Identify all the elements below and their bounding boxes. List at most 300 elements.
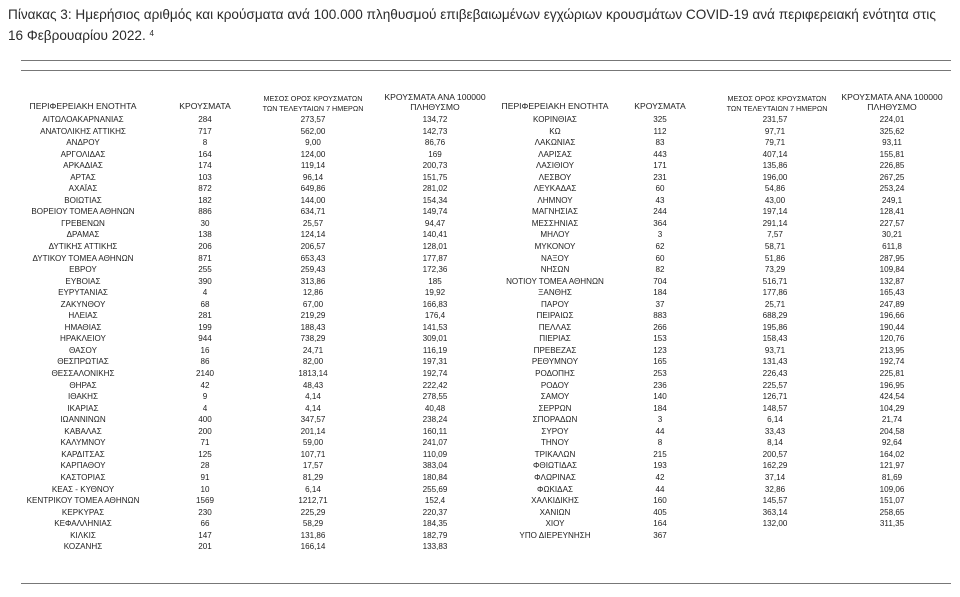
left-cell-per100k: 110,09 [422, 449, 448, 459]
right-cell-cases: 193 [653, 461, 667, 471]
right-cell-cases: 184 [653, 288, 667, 298]
right-cell-per100k: 192,74 [879, 357, 905, 367]
table-row [0, 206, 960, 218]
caption-footnote-mark: 4 [149, 29, 154, 38]
right-cell-mean7: 148,57 [762, 403, 788, 413]
right-cell-cases: 112 [653, 126, 667, 136]
left-cell-cases: 200 [198, 426, 212, 436]
left-cell-per100k: 94,47 [424, 218, 446, 228]
right-cell-cases: 8 [657, 438, 663, 448]
right-cell-region: ΝΗΣΩΝ [540, 265, 570, 275]
right-cell-region: ΣΠΟΡΑΔΩΝ [532, 415, 578, 425]
right-cell-region: ΤΗΝΟΥ [540, 438, 570, 448]
left-cell-mean7: 653,43 [300, 253, 326, 263]
left-cell-per100k: 149,74 [422, 207, 448, 217]
left-cell-mean7: 6,14 [305, 484, 321, 494]
right-cell-region: ΛΑΡΙΣΑΣ [538, 149, 572, 159]
left-cell-mean7: 17,57 [302, 461, 324, 471]
right-cell-mean7: 126,71 [762, 392, 788, 402]
left-cell-region: ΕΒΡΟΥ [69, 265, 97, 275]
left-cell-per100k: 197,31 [422, 357, 448, 367]
right-cell-mean7: 43,00 [764, 195, 786, 205]
left-cell-per100k: 383,04 [422, 461, 448, 471]
left-cell-mean7: 9,00 [305, 138, 321, 148]
left-cell-per100k: 176,4 [424, 311, 446, 321]
left-cell-cases: 886 [198, 207, 212, 217]
table-row [0, 229, 960, 241]
right-cell-cases: 123 [653, 345, 667, 355]
left-cell-mean7: 24,71 [302, 345, 324, 355]
right-cell-region: ΚΟΡΙΝΘΙΑΣ [533, 115, 577, 124]
left-cell-region: ΚΑΣΤΟΡΙΑΣ [60, 472, 106, 482]
right-cell-per100k: 247,89 [879, 299, 905, 309]
left-cell-per100k: 281,02 [422, 184, 448, 194]
header-region-right: ΠΕΡΙΦΕΡΕΙΑΚΗ ΕΝΟΤΗΤΑ [501, 101, 609, 111]
header-mean7-right-line1: ΜΕΣΟΣ ΟΡΟΣ ΚΡΟΥΣΜΑΤΩΝ [727, 94, 827, 103]
left-cell-region: ΘΑΣΟΥ [69, 345, 97, 355]
left-cell-mean7: 131,86 [300, 530, 326, 540]
left-cell-mean7: 219,29 [300, 311, 326, 321]
right-cell-per100k: 213,95 [879, 345, 905, 355]
table-row [0, 541, 960, 553]
right-cell-per100k: 258,65 [879, 507, 905, 517]
table-row [0, 414, 960, 426]
right-cell-per100k: 196,66 [879, 311, 905, 321]
left-cell-region: ΑΡΓΟΛΙΔΑΣ [60, 149, 106, 159]
left-cell-cases: 284 [198, 115, 212, 124]
right-cell-per100k: 155,81 [879, 149, 905, 159]
left-cell-cases: 390 [198, 276, 212, 286]
right-cell-cases: 164 [653, 519, 667, 529]
right-cell-mean7: 33,43 [764, 426, 786, 436]
left-cell-region: ΘΕΣΣΑΛΟΝΙΚΗΣ [51, 369, 115, 379]
right-cell-mean7: 79,71 [764, 138, 786, 148]
table-row [0, 114, 960, 126]
left-cell-region: ΑΙΤΩΛΟΑΚΑΡΝΑΝΙΑΣ [42, 115, 124, 124]
table-top-rule-2 [21, 70, 951, 71]
left-cell-mean7: 313,86 [300, 276, 326, 286]
right-cell-cases: 3 [657, 230, 663, 240]
left-cell-region: ΗΡΑΚΛΕΙΟΥ [60, 334, 106, 344]
left-cell-per100k: 152,4 [424, 496, 446, 506]
left-cell-cases: 138 [198, 230, 212, 240]
left-cell-cases: 30 [200, 218, 210, 228]
left-cell-region: ΙΩΑΝΝΙΝΩΝ [60, 415, 106, 425]
right-cell-region: ΧΙΟΥ [545, 519, 565, 529]
left-cell-region: ΚΙΛΚΙΣ [70, 530, 96, 540]
right-cell-cases: 62 [655, 242, 665, 252]
right-cell-cases: 37 [655, 299, 665, 309]
left-cell-per100k: 192,74 [422, 369, 448, 379]
right-cell-mean7: 6,14 [767, 415, 783, 425]
right-cell-cases: 236 [653, 380, 667, 390]
right-cell-cases: 367 [653, 530, 667, 540]
right-cell-cases: 44 [655, 426, 665, 436]
left-cell-region: ΚΟΖΑΝΗΣ [63, 542, 103, 552]
table-row [0, 253, 960, 265]
table-row [0, 241, 960, 253]
left-cell-per100k: 255,69 [422, 484, 448, 494]
left-cell-per100k: 133,83 [422, 542, 448, 552]
left-cell-mean7: 206,57 [300, 242, 326, 252]
right-cell-region: ΛΑΣΙΘΙΟΥ [535, 161, 575, 171]
header-cases-right: ΚΡΟΥΣΜΑΤΑ [634, 101, 686, 111]
left-cell-cases: 103 [198, 172, 212, 182]
left-cell-cases: 86 [200, 357, 210, 367]
header-mean7-left-line1: ΜΕΣΟΣ ΟΡΟΣ ΚΡΟΥΣΜΑΤΩΝ [263, 94, 363, 103]
left-cell-per100k: 141,53 [422, 322, 448, 332]
right-cell-region: ΧΑΝΙΩΝ [539, 507, 571, 517]
table-row [0, 322, 960, 334]
right-cell-cases: 244 [653, 207, 667, 217]
right-cell-per100k: 165,43 [879, 288, 905, 298]
left-cell-cases: 164 [198, 149, 212, 159]
left-cell-region: ΗΛΕΙΑΣ [68, 311, 98, 321]
left-cell-per100k: 200,73 [422, 161, 448, 171]
left-cell-per100k: 222,42 [422, 380, 448, 390]
right-cell-mean7: 177,86 [762, 288, 788, 298]
right-cell-per100k: 93,11 [882, 138, 902, 148]
right-cell-mean7: 58,71 [764, 242, 786, 252]
left-cell-per100k: 142,73 [422, 126, 448, 136]
right-cell-region: ΡΟΔΟΥ [540, 380, 570, 390]
header-mean7-right-line2: ΤΩΝ ΤΕΛΕΥΤΑΙΩΝ 7 ΗΜΕΡΩΝ [726, 104, 828, 113]
table-row [0, 195, 960, 207]
left-cell-mean7: 48,43 [302, 380, 324, 390]
right-cell-per100k: 325,62 [879, 126, 905, 136]
right-cell-cases: 325 [653, 115, 667, 124]
right-cell-cases: 43 [655, 195, 665, 205]
right-cell-per100k: 128,41 [879, 207, 905, 217]
table-row [0, 218, 960, 230]
table-row [0, 310, 960, 322]
left-cell-region: ΚΑΡΔΙΤΣΑΣ [61, 449, 105, 459]
left-cell-mean7: 259,43 [300, 265, 326, 275]
left-cell-cases: 230 [198, 507, 212, 517]
left-cell-per100k: 169 [428, 149, 442, 159]
right-cell-mean7: 231,57 [762, 115, 788, 124]
left-cell-mean7: 124,00 [300, 149, 326, 159]
right-cell-region: ΜΥΚΟΝΟΥ [534, 242, 576, 252]
right-cell-region: ΡΕΘΥΜΝΟΥ [531, 357, 579, 367]
left-cell-region: ΕΥΒΟΙΑΣ [65, 276, 101, 286]
left-cell-region: ΗΜΑΘΙΑΣ [64, 322, 102, 332]
right-cell-per100k: 104,29 [879, 403, 905, 413]
right-cell-region: ΜΗΛΟΥ [540, 230, 570, 240]
left-cell-region: ΚΕΑΣ - ΚΥΘΝΟΥ [51, 484, 115, 494]
right-cell-mean7: 25,71 [764, 299, 786, 309]
table-row [0, 449, 960, 461]
left-cell-cases: 4 [202, 403, 208, 413]
right-cell-cases: 140 [653, 392, 667, 402]
right-cell-cases: 704 [653, 276, 667, 286]
left-cell-region: ΘΗΡΑΣ [69, 380, 97, 390]
left-cell-mean7: 107,71 [300, 449, 326, 459]
left-cell-region: ΑΡΤΑΣ [70, 172, 96, 182]
left-cell-mean7: 12,86 [302, 288, 324, 298]
left-cell-cases: 16 [200, 345, 210, 355]
left-cell-mean7: 124,14 [300, 230, 326, 240]
right-cell-region: ΠΡΕΒΕΖΑΣ [533, 345, 577, 355]
right-cell-region: ΣΕΡΡΩΝ [538, 403, 572, 413]
right-cell-mean7: 51,86 [764, 253, 786, 263]
right-cell-mean7: 135,86 [762, 161, 788, 171]
left-cell-mean7: 634,71 [300, 207, 326, 217]
left-cell-cases: 400 [198, 415, 212, 425]
left-cell-mean7: 58,29 [302, 519, 324, 529]
left-cell-region: ΘΕΣΠΡΩΤΙΑΣ [57, 357, 109, 367]
right-cell-region: ΡΟΔΟΠΗΣ [535, 369, 575, 379]
left-cell-mean7: 1813,14 [298, 369, 328, 379]
left-cell-mean7: 562,00 [300, 126, 326, 136]
table-row [0, 403, 960, 415]
left-cell-cases: 91 [200, 472, 210, 482]
right-cell-region: ΥΠΟ ΔΙΕΡΕΥΝΗΣΗ [519, 530, 591, 540]
right-cell-cases: 82 [655, 265, 665, 275]
table-row [0, 183, 960, 195]
right-cell-region: ΝΟΤΙΟΥ ΤΟΜΕΑ ΑΘΗΝΩΝ [506, 276, 604, 286]
table-row [0, 507, 960, 519]
right-cell-cases: 44 [655, 484, 665, 494]
right-cell-per100k: 132,87 [879, 276, 905, 286]
right-cell-mean7: 132,00 [762, 519, 788, 529]
right-cell-cases: 231 [653, 172, 667, 182]
left-cell-per100k: 182,79 [422, 530, 448, 540]
left-cell-cases: 199 [198, 322, 212, 332]
left-cell-per100k: 241,07 [422, 438, 448, 448]
right-cell-mean7: 97,71 [764, 126, 786, 136]
right-cell-mean7: 291,14 [762, 218, 788, 228]
table-row [0, 276, 960, 288]
right-cell-mean7: 200,57 [762, 449, 788, 459]
table-row [0, 391, 960, 403]
left-cell-cases: 174 [198, 161, 212, 171]
right-cell-cases: 42 [655, 472, 665, 482]
table-row [0, 345, 960, 357]
right-cell-region: ΝΑΞΟΥ [541, 253, 569, 263]
right-cell-per100k: 21,74 [881, 415, 903, 425]
left-cell-cases: 201 [198, 542, 212, 552]
left-cell-per100k: 185 [428, 276, 442, 286]
right-cell-cases: 165 [653, 357, 667, 367]
table-body [0, 114, 960, 553]
right-cell-per100k: 424,54 [879, 392, 905, 402]
left-cell-mean7: 649,86 [300, 184, 326, 194]
header-cases-left: ΚΡΟΥΣΜΑΤΑ [179, 101, 231, 111]
left-cell-per100k: 184,35 [422, 519, 448, 529]
left-cell-per100k: 128,01 [422, 242, 448, 252]
table-row [0, 518, 960, 530]
right-cell-mean7: 516,71 [762, 276, 788, 286]
left-cell-per100k: 180,84 [422, 472, 448, 482]
header-per100k-right-line1: ΚΡΟΥΣΜΑΤΑ ΑΝΑ 100000 [841, 92, 943, 102]
right-cell-mean7: 32,86 [764, 484, 786, 494]
right-cell-per100k: 92,64 [881, 438, 903, 448]
left-cell-per100k: 220,37 [422, 507, 448, 517]
left-cell-per100k: 19,92 [424, 288, 446, 298]
left-cell-per100k: 116,19 [422, 345, 448, 355]
left-cell-per100k: 154,34 [422, 195, 448, 205]
right-cell-region: ΜΕΣΣΗΝΙΑΣ [531, 218, 579, 228]
left-cell-cases: 147 [198, 530, 212, 540]
left-cell-cases: 944 [198, 334, 212, 344]
left-cell-region: ΕΥΡΥΤΑΝΙΑΣ [58, 288, 108, 298]
left-cell-per100k: 151,75 [422, 172, 448, 182]
table-row [0, 172, 960, 184]
left-cell-cases: 125 [198, 449, 212, 459]
left-cell-region: ΙΚΑΡΙΑΣ [67, 403, 99, 413]
right-cell-per100k: 267,25 [879, 172, 905, 182]
table-caption [8, 4, 952, 46]
table-row [0, 472, 960, 484]
right-cell-per100k: 30,21 [881, 230, 903, 240]
table-row [0, 356, 960, 368]
right-cell-per100k: 611,8 [882, 242, 902, 252]
left-cell-mean7: 188,43 [300, 322, 326, 332]
right-cell-region: ΧΑΛΚΙΔΙΚΗΣ [531, 496, 579, 506]
right-cell-mean7: 73,29 [764, 265, 786, 275]
right-cell-mean7: 363,14 [762, 507, 788, 517]
right-cell-per100k: 204,58 [879, 426, 905, 436]
left-cell-mean7: 738,29 [300, 334, 326, 344]
left-cell-per100k: 40,48 [424, 403, 446, 413]
right-cell-per100k: 224,01 [879, 115, 905, 124]
right-cell-mean7: 93,71 [764, 345, 786, 355]
left-cell-cases: 8 [202, 138, 208, 148]
left-cell-cases: 1569 [195, 496, 214, 506]
right-cell-cases: 364 [653, 218, 667, 228]
right-cell-mean7: 7,57 [767, 230, 783, 240]
left-cell-per100k: 278,55 [422, 392, 448, 402]
left-cell-mean7: 201,14 [300, 426, 326, 436]
right-cell-region: ΠΙΕΡΙΑΣ [539, 334, 571, 344]
right-cell-region: ΦΘΙΩΤΙΔΑΣ [532, 461, 578, 471]
right-cell-region: ΜΑΓΝΗΣΙΑΣ [532, 207, 578, 217]
right-cell-region: ΣΑΜΟΥ [540, 392, 570, 402]
left-cell-mean7: 25,57 [302, 218, 324, 228]
right-cell-cases: 153 [653, 334, 667, 344]
right-cell-mean7: 225,57 [762, 380, 788, 390]
right-cell-per100k: 225,81 [879, 369, 905, 379]
right-cell-region: ΣΥΡΟΥ [541, 426, 569, 436]
left-cell-region: ΑΝΑΤΟΛΙΚΗΣ ΑΤΤΙΚΗΣ [40, 126, 126, 136]
header-mean7-left-line2: ΤΩΝ ΤΕΛΕΥΤΑΙΩΝ 7 ΗΜΕΡΩΝ [262, 104, 364, 113]
left-cell-region: ΚΑΡΠΑΘΟΥ [60, 461, 106, 471]
right-cell-mean7: 54,86 [764, 184, 786, 194]
left-cell-cases: 9 [202, 392, 208, 402]
left-cell-region: ΖΑΚΥΝΘΟΥ [60, 299, 106, 309]
right-cell-cases: 253 [653, 369, 667, 379]
left-cell-cases: 71 [200, 438, 210, 448]
left-cell-region: ΔΡΑΜΑΣ [66, 230, 100, 240]
right-cell-per100k: 227,57 [879, 218, 905, 228]
right-cell-cases: 171 [653, 161, 667, 171]
left-cell-region: ΙΘΑΚΗΣ [67, 392, 99, 402]
left-cell-region: ΔΥΤΙΚΗΣ ΑΤΤΙΚΗΣ [48, 242, 118, 252]
left-cell-mean7: 82,00 [302, 357, 324, 367]
right-cell-region: ΦΛΩΡΙΝΑΣ [534, 472, 576, 482]
right-cell-region: ΛΗΜΝΟΥ [537, 195, 573, 205]
right-cell-per100k: 249,1 [881, 195, 903, 205]
left-cell-mean7: 225,29 [300, 507, 326, 517]
table-row [0, 484, 960, 496]
right-cell-cases: 405 [653, 507, 667, 517]
left-cell-mean7: 96,14 [302, 172, 324, 182]
table-row [0, 137, 960, 149]
left-cell-cases: 42 [200, 380, 210, 390]
left-cell-mean7: 119,14 [300, 161, 326, 171]
right-cell-per100k: 164,02 [879, 449, 905, 459]
right-cell-mean7: 407,14 [762, 149, 788, 159]
table-row [0, 460, 960, 472]
right-cell-mean7: 131,43 [762, 357, 788, 367]
left-cell-mean7: 81,29 [302, 472, 324, 482]
left-cell-cases: 871 [198, 253, 212, 263]
right-cell-region: ΤΡΙΚΑΛΩΝ [534, 449, 576, 459]
left-cell-region: ΑΡΚΑΔΙΑΣ [63, 161, 103, 171]
left-cell-per100k: 134,72 [422, 115, 448, 124]
table-row [0, 299, 960, 311]
right-cell-cases: 215 [653, 449, 667, 459]
right-cell-mean7: 195,86 [762, 322, 788, 332]
left-cell-cases: 68 [200, 299, 210, 309]
left-cell-mean7: 4,14 [305, 392, 321, 402]
left-cell-region: ΚΕΡΚΥΡΑΣ [61, 507, 105, 517]
left-cell-per100k: 177,87 [422, 253, 448, 263]
left-cell-region: ΚΑΛΥΜΝΟΥ [60, 438, 106, 448]
table-row [0, 437, 960, 449]
left-cell-region: ΑΧΑΪΑΣ [68, 184, 98, 194]
right-cell-mean7: 158,43 [762, 334, 788, 344]
right-cell-mean7: 8,14 [767, 438, 783, 448]
left-cell-mean7: 347,57 [300, 415, 326, 425]
right-cell-mean7: 162,29 [762, 461, 788, 471]
left-cell-cases: 66 [200, 519, 210, 529]
right-cell-region: ΦΩΚΙΔΑΣ [537, 484, 573, 494]
right-cell-cases: 184 [653, 403, 667, 413]
right-cell-mean7: 145,57 [762, 496, 788, 506]
right-cell-cases: 83 [655, 138, 665, 148]
left-cell-per100k: 309,01 [422, 334, 448, 344]
right-cell-region: ΚΩ [549, 126, 561, 136]
table-row [0, 368, 960, 380]
header-per100k-right-line2: ΠΛΗΘΥΣΜΟ [867, 102, 917, 112]
table-row [0, 530, 960, 542]
right-cell-cases: 60 [655, 253, 665, 263]
left-cell-mean7: 59,00 [302, 438, 324, 448]
right-cell-region: ΛΑΚΩΝΙΑΣ [534, 138, 576, 148]
table-row [0, 426, 960, 438]
right-cell-per100k: 253,24 [879, 184, 905, 194]
right-cell-region: ΛΕΥΚΑΔΑΣ [533, 184, 577, 194]
right-cell-cases: 443 [653, 149, 667, 159]
caption-text: Πίνακας 3: Ημερήσιος αριθμός και κρούσματα ανά 100.000 πληθυσμού επιβεβαιωμένων εγχώριων κρουσμάτων COVID-19 ανά περιφερειακή ενότητα στις 16 Φεβρουαρίου 2022. [8, 7, 936, 43]
right-cell-region: ΛΕΣΒΟΥ [538, 172, 572, 182]
right-cell-cases: 266 [653, 322, 667, 332]
left-cell-cases: 4 [202, 288, 208, 298]
right-cell-per100k: 109,06 [879, 484, 905, 494]
right-cell-cases: 3 [657, 415, 663, 425]
left-cell-per100k: 238,24 [422, 415, 448, 425]
left-cell-region: ΔΥΤΙΚΟΥ ΤΟΜΕΑ ΑΘΗΝΩΝ [32, 253, 134, 263]
left-cell-region: ΑΝΔΡΟΥ [66, 138, 100, 148]
right-cell-per100k: 226,85 [879, 161, 905, 171]
right-cell-per100k: 151,07 [879, 496, 905, 506]
left-cell-mean7: 166,14 [300, 542, 326, 552]
right-cell-region: ΠΑΡΟΥ [540, 299, 570, 309]
left-cell-per100k: 140,41 [422, 230, 448, 240]
left-cell-cases: 206 [198, 242, 212, 252]
